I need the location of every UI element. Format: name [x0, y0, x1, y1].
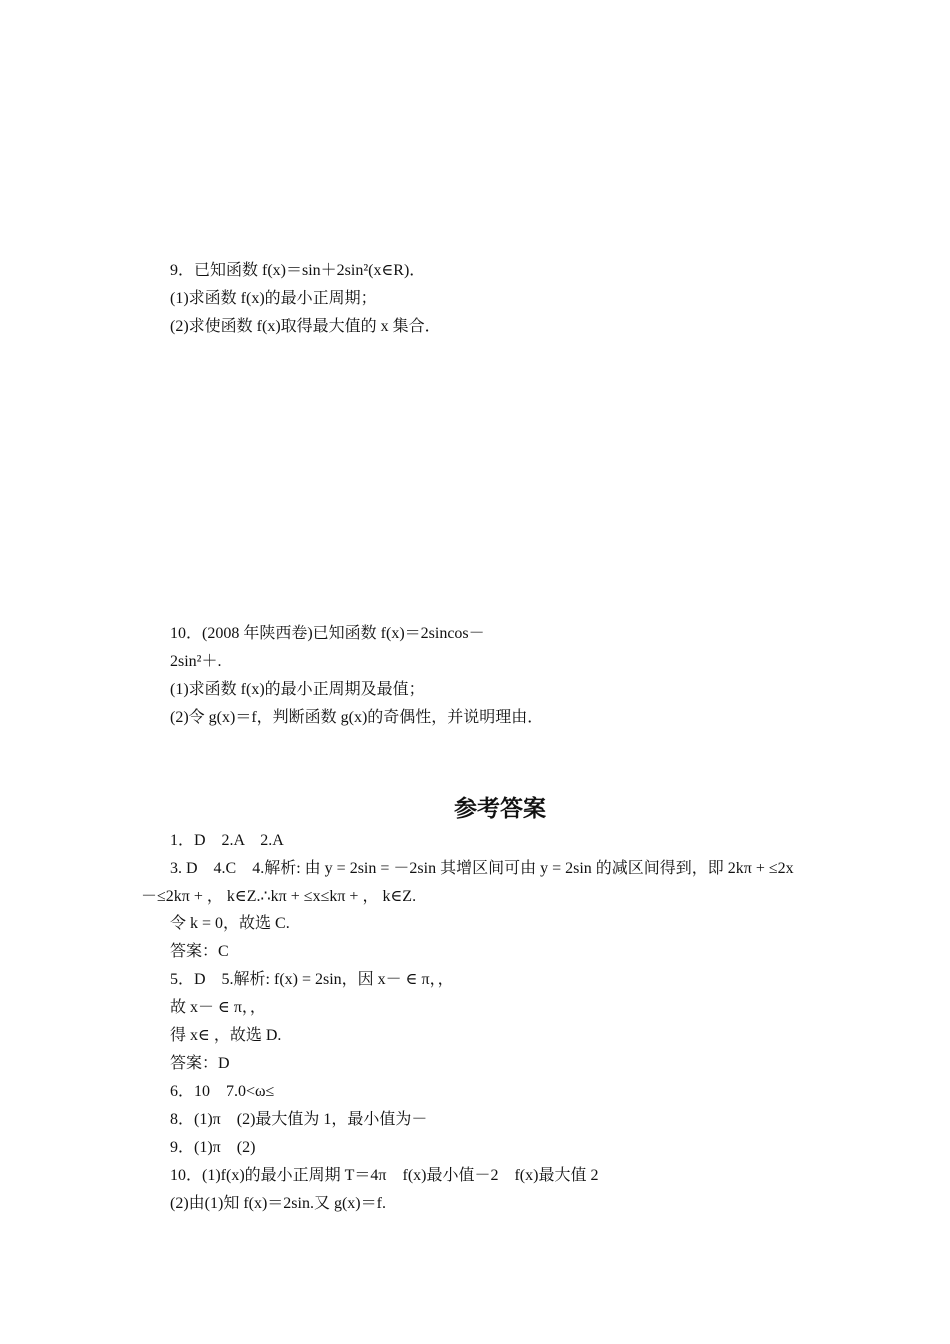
- answer-line: (2)由(1)知 f(x)＝2sin.又 g(x)＝f.: [170, 1195, 386, 1212]
- problem-10-part-2: (2)令 g(x)＝f，判断函数 g(x)的奇偶性，并说明理由．: [170, 709, 544, 726]
- problem-10-part-1: (1)求函数 f(x)的最小正周期及最值；: [170, 681, 425, 698]
- problem-10-stem-cont: 2sin²＋.: [170, 653, 222, 670]
- answer-line: 5．D 5.解析: f(x) = 2sin，因 x－ ∈ π，，: [170, 971, 454, 988]
- answer-line: 得 x∈ ，故选 D.: [170, 1027, 282, 1044]
- problem-10-stem: 10．(2008 年陕西卷)已知函数 f(x)＝2sincos－: [170, 625, 485, 642]
- answers-title: 参考答案: [454, 796, 546, 822]
- answer-line: 9．(1)π (2): [170, 1139, 256, 1156]
- problem-9-stem: 9．已知函数 f(x)＝sin＋2sin²(x∈R)．: [170, 262, 426, 279]
- answer-line: －≤2kπ + ， k∈Z.∴kπ + ≤x≤kπ + ， k∈Z.: [141, 888, 417, 905]
- answer-line: 6．10 7.0<ω≤: [170, 1083, 275, 1100]
- answer-line: 答案：C: [170, 943, 229, 960]
- answer-line: 10．(1)f(x)的最小正周期 T＝4π f(x)最小值－2 f(x)最大值 2: [170, 1167, 599, 1184]
- answer-line: 3. D 4.C 4.解析: 由 y = 2sin = －2sin 其增区间可由 y = 2sin 的减区间得到，即 2kπ + ≤2x: [170, 860, 794, 877]
- answer-line: 1．D 2.A 2.A: [170, 832, 284, 849]
- answer-line: 故 x－ ∈ π，，: [170, 999, 266, 1016]
- answer-line: 8．(1)π (2)最大值为 1，最小值为－: [170, 1111, 428, 1128]
- problem-9-part-1: (1)求函数 f(x)的最小正周期；: [170, 290, 377, 307]
- problem-9-part-2: (2)求使函数 f(x)取得最大值的 x 集合．: [170, 318, 441, 335]
- answer-line: 答案：D: [170, 1055, 230, 1072]
- answer-line: 令 k = 0，故选 C.: [170, 915, 290, 932]
